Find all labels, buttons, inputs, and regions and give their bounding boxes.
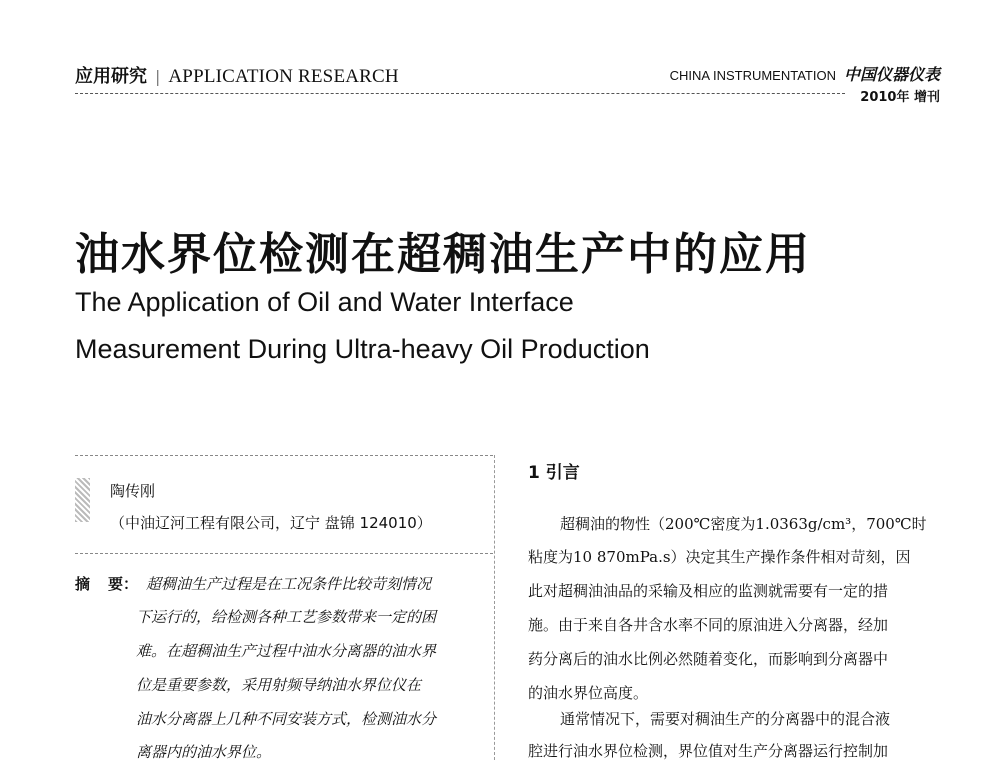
abstract-label	[75, 573, 138, 594]
body-text-line: 粘度为10 870mPa.s）决定其生产操作条件相对苛刻，因	[528, 548, 911, 566]
abstract-line: 难。在超稠油生产过程中油水分离器的油水界	[136, 642, 437, 660]
body-text-line: 药分离后的油水比例必然随着变化，而影响到分离器中	[528, 650, 889, 668]
column-divider	[494, 455, 495, 760]
article-title-en-line-2: Measurement During Ultra-heavy Oil Production	[75, 334, 650, 364]
abstract-label-part-2: 要：	[108, 575, 139, 593]
section-label-en: APPLICATION RESEARCH	[168, 66, 399, 87]
author-bottom-rule	[75, 553, 493, 554]
article-title-en-line-1: The Application of Oil and Water Interface	[75, 287, 574, 317]
body-text-line: 此对超稠油油品的采输及相应的监测就需要有一定的措	[528, 582, 889, 600]
running-header-right	[670, 62, 940, 85]
running-header-left	[75, 62, 399, 88]
body-text-line: 的油水界位高度。	[528, 684, 649, 702]
body-text-line: 腔进行油水界位检测，界位值对生产分离器运行控制加	[528, 742, 889, 760]
abstract-line: 位是重要参数，采用射频导纳油水界位仪在	[136, 676, 422, 694]
section-label-cn: 应用研究	[75, 66, 147, 87]
abstract-line: 超稠油生产过程是在工况条件比较苛刻情况	[146, 575, 432, 593]
author-photo-placeholder	[75, 478, 90, 522]
abstract-line: 下运行的，给检测各种工艺参数带来一定的困	[136, 608, 437, 626]
author-name: 陶传刚	[110, 482, 156, 500]
section-heading-introduction: 1 引言	[528, 463, 580, 483]
header-separator: |	[155, 67, 161, 86]
abstract-line: 离器内的油水界位。	[136, 743, 272, 761]
author-top-rule	[75, 455, 493, 456]
journal-name-en: CHINA INSTRUMENTATION	[669, 68, 836, 83]
journal-issue: 2010年 增刊	[860, 90, 940, 105]
author-affiliation: （中油辽河工程有限公司，辽宁 盘锦 124010）	[110, 514, 432, 532]
body-text-line: 超稠油的物性（200℃密度为1.0363g/cm³，700℃时	[560, 515, 927, 533]
body-text-line: 通常情况下，需要对稠油生产的分离器中的混合液	[560, 710, 891, 728]
journal-name-cn: 中国仪器仪表	[843, 65, 940, 84]
abstract-label-part-1: 摘	[75, 575, 91, 593]
header-rule	[75, 93, 845, 94]
body-text-line: 施。由于来自各井含水率不同的原油进入分离器，经加	[528, 616, 889, 634]
abstract-line: 油水分离器上几种不同安装方式，检测油水分	[136, 710, 437, 728]
article-title-cn: 油水界位检测在超稠油生产中的应用	[75, 229, 811, 280]
